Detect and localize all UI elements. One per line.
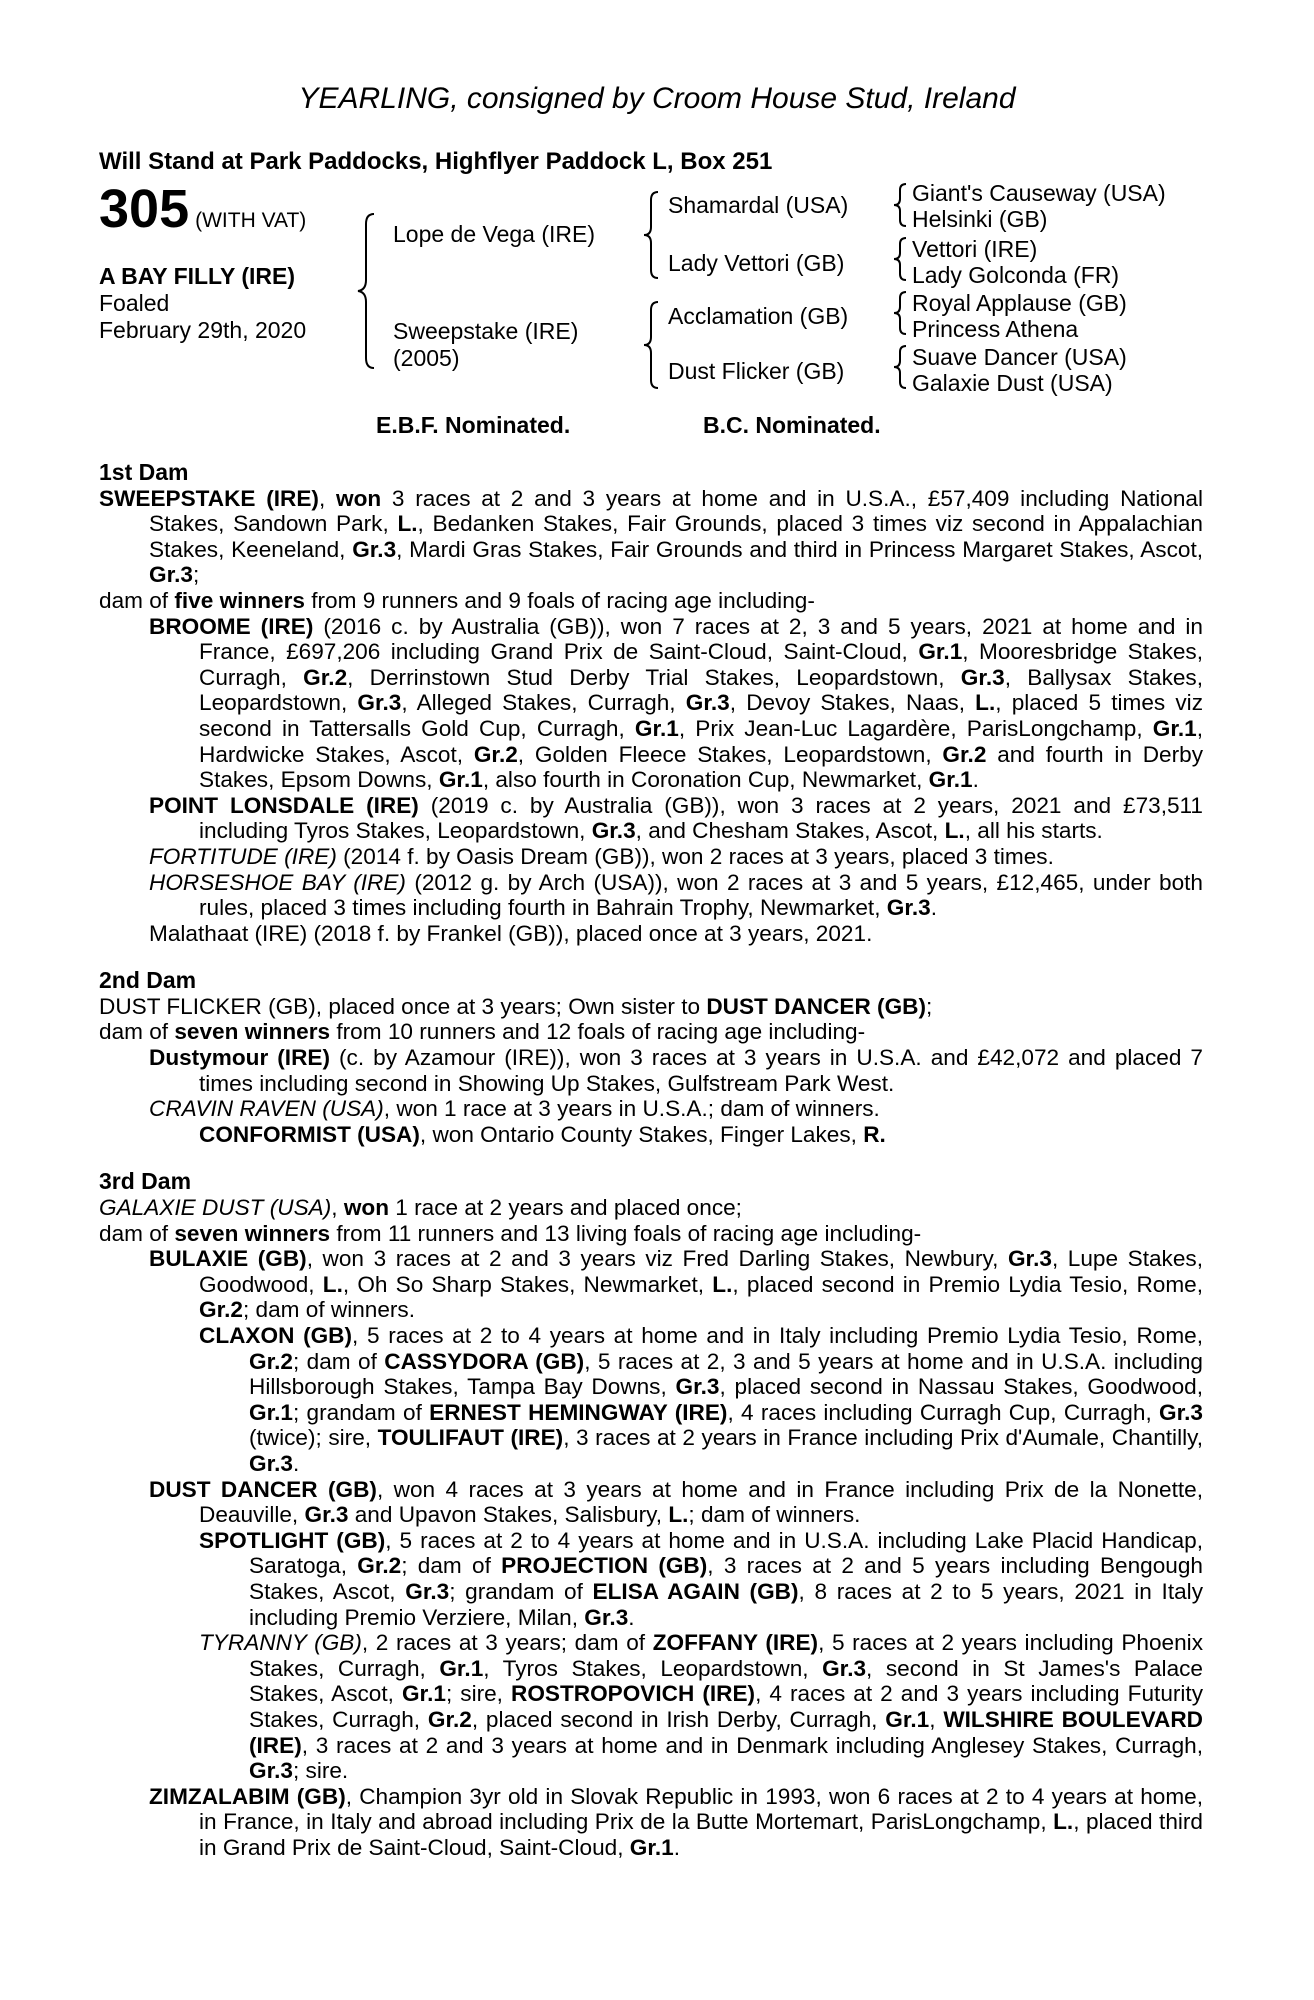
italic-run: CRAVIN RAVEN (USA) [149,1096,384,1122]
bold-run: ROSTROPOVICH (IRE) [511,1681,756,1707]
bold-run: TOULIFAUT (IRE) [377,1425,564,1451]
stand-location: Will Stand at Park Paddocks, Highflyer Paddock L, Box 251 [99,148,773,175]
text-run: DUST FLICKER (GB), placed once at 3 years; Own sister to [99,993,707,1019]
pedigree-sire: Lope de Vega (IRE) [393,221,596,247]
pedigree-paragraph [99,486,1203,588]
text-run: dam of [99,1019,175,1045]
text-run: , placed second in Premio Lydia Tesio, Rome, [732,1271,1203,1297]
bold-run: Gr.2 [303,664,348,690]
section-title: 2nd Dam [99,967,197,994]
text-run: from 9 runners and 9 foals of racing age including- [304,587,815,613]
text-run: , 2 races at 3 years; dam of [361,1630,653,1656]
text-run: , 5 races at 2 to 4 years at home and in Italy including Premio Lydia Tesio, Rome, [352,1323,1203,1348]
text-run: (2019 c. by Australia (GB)), won 3 races at 2 years, 2021 and £73,511 including Tyros Stakes, Leopardstown, [199,792,1203,844]
bold-run: BULAXIE (GB) [149,1246,307,1272]
text-run: , placed second in Irish Derby, Curragh, [471,1706,886,1732]
bold-run: POINT LONSDALE (IRE) [149,792,419,818]
bold-run: won [343,1195,390,1221]
pedigree-paragraph [99,994,1203,1020]
bold-run: ERNEST HEMINGWAY (IRE) [429,1399,728,1425]
text-run: , Oh So Sharp Stakes, Newmarket, [342,1271,713,1297]
text-run: . [673,1834,680,1860]
pedigree-dam-dam: Dust Flicker (GB) [668,358,845,384]
text-run: , 4 races including Curragh Cup, Curragh, [727,1399,1160,1425]
brace-g34 [890,236,910,282]
bold-run: Gr.3 [1159,1399,1203,1425]
pedigree-paragraph [99,844,1203,870]
italic-run: GALAXIE DUST (USA) [99,1195,332,1221]
bold-run: Gr.3 [675,1374,720,1400]
bold-run: DUST DANCER (GB) [706,993,926,1019]
pedigree-paragraph [99,1045,1203,1096]
bold-run: BROOME (IRE) [149,613,314,639]
text-run: , 5 races at 2 years including Phoenix Stakes, Curragh, [249,1630,1204,1681]
pedigree-paragraph [99,588,1203,614]
pedigree-paragraph [99,1784,1203,1861]
bold-run: ZOFFANY (IRE) [652,1630,819,1656]
pedigree-paragraph [99,1096,1203,1122]
text-run: dam of [99,587,175,613]
text-run: ; dam of [401,1553,502,1579]
bold-run: Gr.3 [352,536,397,562]
text-run: (twice); sire, [249,1425,378,1451]
bold-run: Gr.3 [304,1502,349,1528]
italic-run: TYRANNY (GB) [199,1630,362,1656]
horse-name: A BAY FILLY (IRE) [99,263,295,289]
text-run: , Prix Jean-Luc Lagardère, ParisLongchamp, [678,715,1153,741]
bold-run: ELISA AGAIN (GB) [592,1578,799,1604]
text-run: , 8 races at 2 to 5 years, 2021 in Italy including Premio Verziere, Milan, [249,1578,1203,1630]
bold-run: L. [322,1271,343,1297]
bold-run: CONFORMIST (USA) [199,1121,420,1147]
bold-run: Gr.3 [591,818,636,844]
pedigree-dam: Sweepstake (IRE) [393,318,579,344]
pedigree-paragraph [99,1122,1203,1148]
text-run: , and Chesham Stakes, Ascot, [635,818,945,844]
text-run: from 10 runners and 12 foals of racing age including- [330,1019,866,1045]
text-run: ; grandam of [449,1578,593,1604]
text-run: , also fourth in Coronation Cup, Newmarket, [482,767,929,793]
bold-run: Gr.3 [886,895,931,921]
bold-run: Gr.3 [357,690,402,716]
bold-run: Gr.1 [634,715,679,741]
pedigree-paragraph [99,1528,1203,1630]
text-run: , Devoy Stakes, Naas, [729,690,976,716]
bold-run: WILSHIRE BOULEVARD (IRE) [249,1706,1203,1758]
pedigree-sire-sire: Shamardal (USA) [668,192,849,218]
text-run: , 5 races at 2, 3 and 5 years at home and in U.S.A. including Hillsborough Stakes, Tampa Bay Downs, [249,1348,1203,1400]
bold-run: CASSYDORA (GB) [384,1348,585,1374]
lot-number-block [99,179,307,239]
text-run: , Champion 3yr old in Slovak Republic in 1993, won 6 races at 2 to 4 years at home, in France, in Italy and abroad including Prix de la Butte Mortemart, ParisLongchamp, [199,1783,1203,1835]
text-run: , placed 5 times viz second in Tattersalls Gold Cup, Curragh, [199,690,1203,741]
bold-run: Gr.3 [584,1604,629,1630]
brace-horse [354,212,378,370]
bold-run: L. [712,1271,733,1297]
text-run: , won 3 races at 2 and 3 years viz Fred Darling Stakes, Newbury, [306,1246,1008,1272]
bold-run: Gr.1 [249,1399,293,1425]
text-run: , 3 races at 2 and 3 years at home and in Denmark including Anglesey Stakes, Curragh, [301,1732,1203,1758]
text-run: (2012 g. by Arch (USA)), won 2 races at 3 and 5 years, £12,465, under both rules, placed 3 times including fourth in Bahrain Trophy, Newmarket, [199,869,1203,921]
pedigree-paragraph [99,870,1203,921]
text-run: ; sire. [292,1758,349,1784]
text-run: (c. by Azamour (IRE)), won 3 races at 3 years in U.S.A. and £42,072 and placed 7 times including second in Showing Up Stakes, Gulfstream Park West. [199,1045,1203,1096]
text-run: Malathaat (IRE) (2018 f. by Frankel (GB)), placed once at 3 years, 2021. [149,920,873,946]
brace-g78 [890,344,910,390]
pedigree-g1: Giant's Causeway (USA) [912,180,1166,206]
bold-run: L. [944,818,965,844]
bold-run: Gr.3 [249,1450,293,1476]
italic-run: HORSESHOE BAY (IRE) [149,869,406,895]
text-run: ; dam of winners. [242,1297,416,1323]
text-run: from 11 runners and 13 living foals of racing age including- [330,1220,922,1246]
bold-run: R. [863,1121,886,1147]
text-run: , 3 races at 2 years in France including Prix d'Aumale, Chantilly, [563,1425,1204,1451]
text-run: 3 races at 2 and 3 years at home and in U.S.A., £57,409 including National Stakes, Sandown Park, [149,485,1203,537]
pedigree-paragraph [99,921,1203,947]
foaled-date: February 29th, 2020 [99,317,307,343]
pedigree-g3: Vettori (IRE) [912,236,1038,262]
pedigree-paragraph [99,1477,1203,1528]
text-run: , Alleged Stakes, Curragh, [401,690,686,716]
text-run: , Ballysax Stakes, Leopardstown, [199,664,1204,716]
text-run: 1 race at 2 years and placed once; [389,1195,742,1221]
pedigree-paragraph [99,1195,1203,1221]
pedigree-paragraph [99,1221,1203,1247]
section-title: 1st Dam [99,459,189,485]
page-header: YEARLING, consigned by Croom House Stud, Ireland [298,82,1016,115]
bold-run: five winners [174,587,305,613]
bold-run: Gr.3 [149,562,193,588]
text-run: , all his starts. [964,818,1103,844]
bold-run: Gr.1 [438,767,483,793]
text-run: , Hardwicke Stakes, Ascot, [199,715,1203,767]
text-run: , Mardi Gras Stakes, Fair Grounds and third in Princess Margaret Stakes, Ascot, [396,536,1204,562]
bold-run: won [336,485,382,511]
pedigree-notes [99,460,1203,1860]
text-run: dam of [99,1220,175,1246]
pedigree-g5: Royal Applause (GB) [912,290,1127,316]
text-run: , [318,485,336,511]
text-run: . [930,895,938,921]
bold-run: Gr.2 [473,741,518,767]
text-run: ; dam of winners. [688,1502,861,1528]
text-run: . [972,767,979,793]
text-run: , Derrinstown Stud Derby Trial Stakes, Leopardstown, [347,664,961,690]
lot-number: 305 [99,179,190,239]
text-run: , Tyros Stakes, Leopardstown, [483,1655,823,1681]
bold-run: PROJECTION (GB) [501,1553,708,1579]
bold-run: Gr.3 [405,1578,450,1604]
bold-run: seven winners [174,1019,331,1045]
bold-run: L. [1053,1809,1074,1835]
brace-g12 [890,182,910,228]
text-run: ; dam of [292,1348,385,1374]
pedigree-paragraph [99,1246,1203,1323]
bold-run: Gr.2 [427,1706,472,1732]
ebf-nomination: E.B.F. Nominated. [376,412,571,438]
bold-run: Gr.2 [942,741,987,767]
bold-run: Gr.2 [357,1553,402,1579]
text-run: (2016 c. by Australia (GB)), won 7 races at 2, 3 and 5 years, 2021 at home and in France, £697,206 including Grand Prix de Saint-Cloud, Saint-Cloud, [199,613,1203,665]
bold-run: Gr.1 [401,1681,446,1707]
bold-run: Gr.3 [960,664,1005,690]
bold-run: Gr.1 [439,1655,484,1681]
text-run: , [331,1195,344,1221]
pedigree-g4: Lady Golconda (FR) [912,262,1120,288]
pedigree-g2: Helsinki (GB) [912,206,1048,232]
bold-run: SPOTLIGHT (GB) [199,1527,386,1553]
bold-run: Gr.2 [249,1348,293,1374]
pedigree-dam-year: (2005) [393,345,460,371]
text-run: , placed third in Grand Prix de Saint-Cloud, Saint-Cloud, [199,1809,1203,1860]
text-run: , 3 races at 2 and 5 years including Bengough Stakes, Ascot, [249,1553,1203,1604]
text-run: , placed second in Nassau Stakes, Goodwood, [719,1374,1203,1400]
text-run: and fourth in Derby Stakes, Epsom Downs, [199,741,1204,793]
text-run: , Mooresbridge Stakes, Curragh, [199,639,1204,690]
text-run: , second in St James's Palace Stakes, Ascot, [249,1655,1203,1707]
pedigree-paragraph [99,1019,1203,1045]
bold-run: Gr.2 [199,1297,243,1323]
brace-g56 [890,290,910,336]
pedigree-g7: Suave Dancer (USA) [912,344,1127,370]
pedigree-paragraph [99,793,1203,844]
section-title: 3rd Dam [99,1168,192,1195]
bold-run: Gr.1 [1152,715,1197,741]
bold-run: L. [668,1502,689,1528]
bold-run: Gr.3 [822,1655,867,1681]
bold-run: Gr.3 [685,690,730,716]
text-run: , won 4 races at 3 years at home and in France including Prix de la Nonette, Deauville, [199,1476,1203,1528]
text-run: ; [192,562,200,588]
text-run: . [292,1450,300,1476]
text-run: , Bedanken Stakes, Fair Grounds, placed 3 times viz second in Appalachian Stakes, Keeneland, [149,511,1203,562]
pedigree-paragraph [99,1630,1203,1784]
bc-nomination: B.C. Nominated. [703,412,881,438]
brace-sire [640,190,662,280]
pedigree-paragraph [99,614,1203,793]
pedigree-dam-sire: Acclamation (GB) [668,303,849,329]
vat-note: (WITH VAT) [195,209,307,232]
bold-run: Gr.3 [1007,1246,1052,1272]
text-run: , Golden Fleece Stakes, Leopardstown, [517,741,943,767]
foaled-label: Foaled [99,290,170,316]
text-run: . [628,1604,635,1630]
text-run: ; sire, [445,1681,512,1707]
bold-run: CLAXON (GB) [199,1323,353,1348]
bold-run: seven winners [174,1220,331,1246]
text-run: and Upavon Stakes, Salisbury, [348,1502,669,1528]
text-run: , [929,1706,944,1732]
bold-run: L. [397,511,418,537]
bold-run: Gr.1 [885,1706,930,1732]
foaled-block [99,290,306,344]
text-run: , won 1 race at 3 years in U.S.A.; dam of winners. [383,1096,880,1122]
text-run: , won Ontario County Stakes, Finger Lakes, [419,1121,864,1147]
italic-run: FORTITUDE (IRE) [149,843,337,869]
text-run: , 5 races at 2 to 4 years at home and in U.S.A. including Lake Placid Handicap, Saratoga, [249,1527,1203,1579]
pedigree-paragraph [99,1323,1203,1477]
text-run: (2014 f. by Oasis Dream (GB)), won 2 races at 3 years, placed 3 times. [336,843,1054,869]
pedigree-g6: Princess Athena [912,316,1079,342]
bold-run: ZIMZALABIM (GB) [149,1783,346,1809]
text-run: ; grandam of [292,1399,430,1425]
bold-run: Gr.1 [928,767,973,793]
pedigree-g8: Galaxie Dust (USA) [912,370,1113,396]
pedigree-sire-dam: Lady Vettori (GB) [668,250,845,276]
brace-dam [640,300,662,390]
bold-run: SWEEPSTAKE (IRE) [99,485,319,511]
bold-run: Dustymour (IRE) [149,1045,330,1071]
bold-run: Gr.1 [918,639,963,665]
bold-run: Gr.1 [629,1834,674,1860]
bold-run: L. [975,690,996,716]
bold-run: Gr.3 [249,1758,293,1784]
text-run: ; [925,993,933,1019]
bold-run: DUST DANCER (GB) [149,1476,377,1502]
text-run: , 4 races at 2 and 3 years including Futurity Stakes, Curragh, [249,1681,1204,1732]
text-run: , Lupe Stakes, Goodwood, [199,1246,1203,1297]
